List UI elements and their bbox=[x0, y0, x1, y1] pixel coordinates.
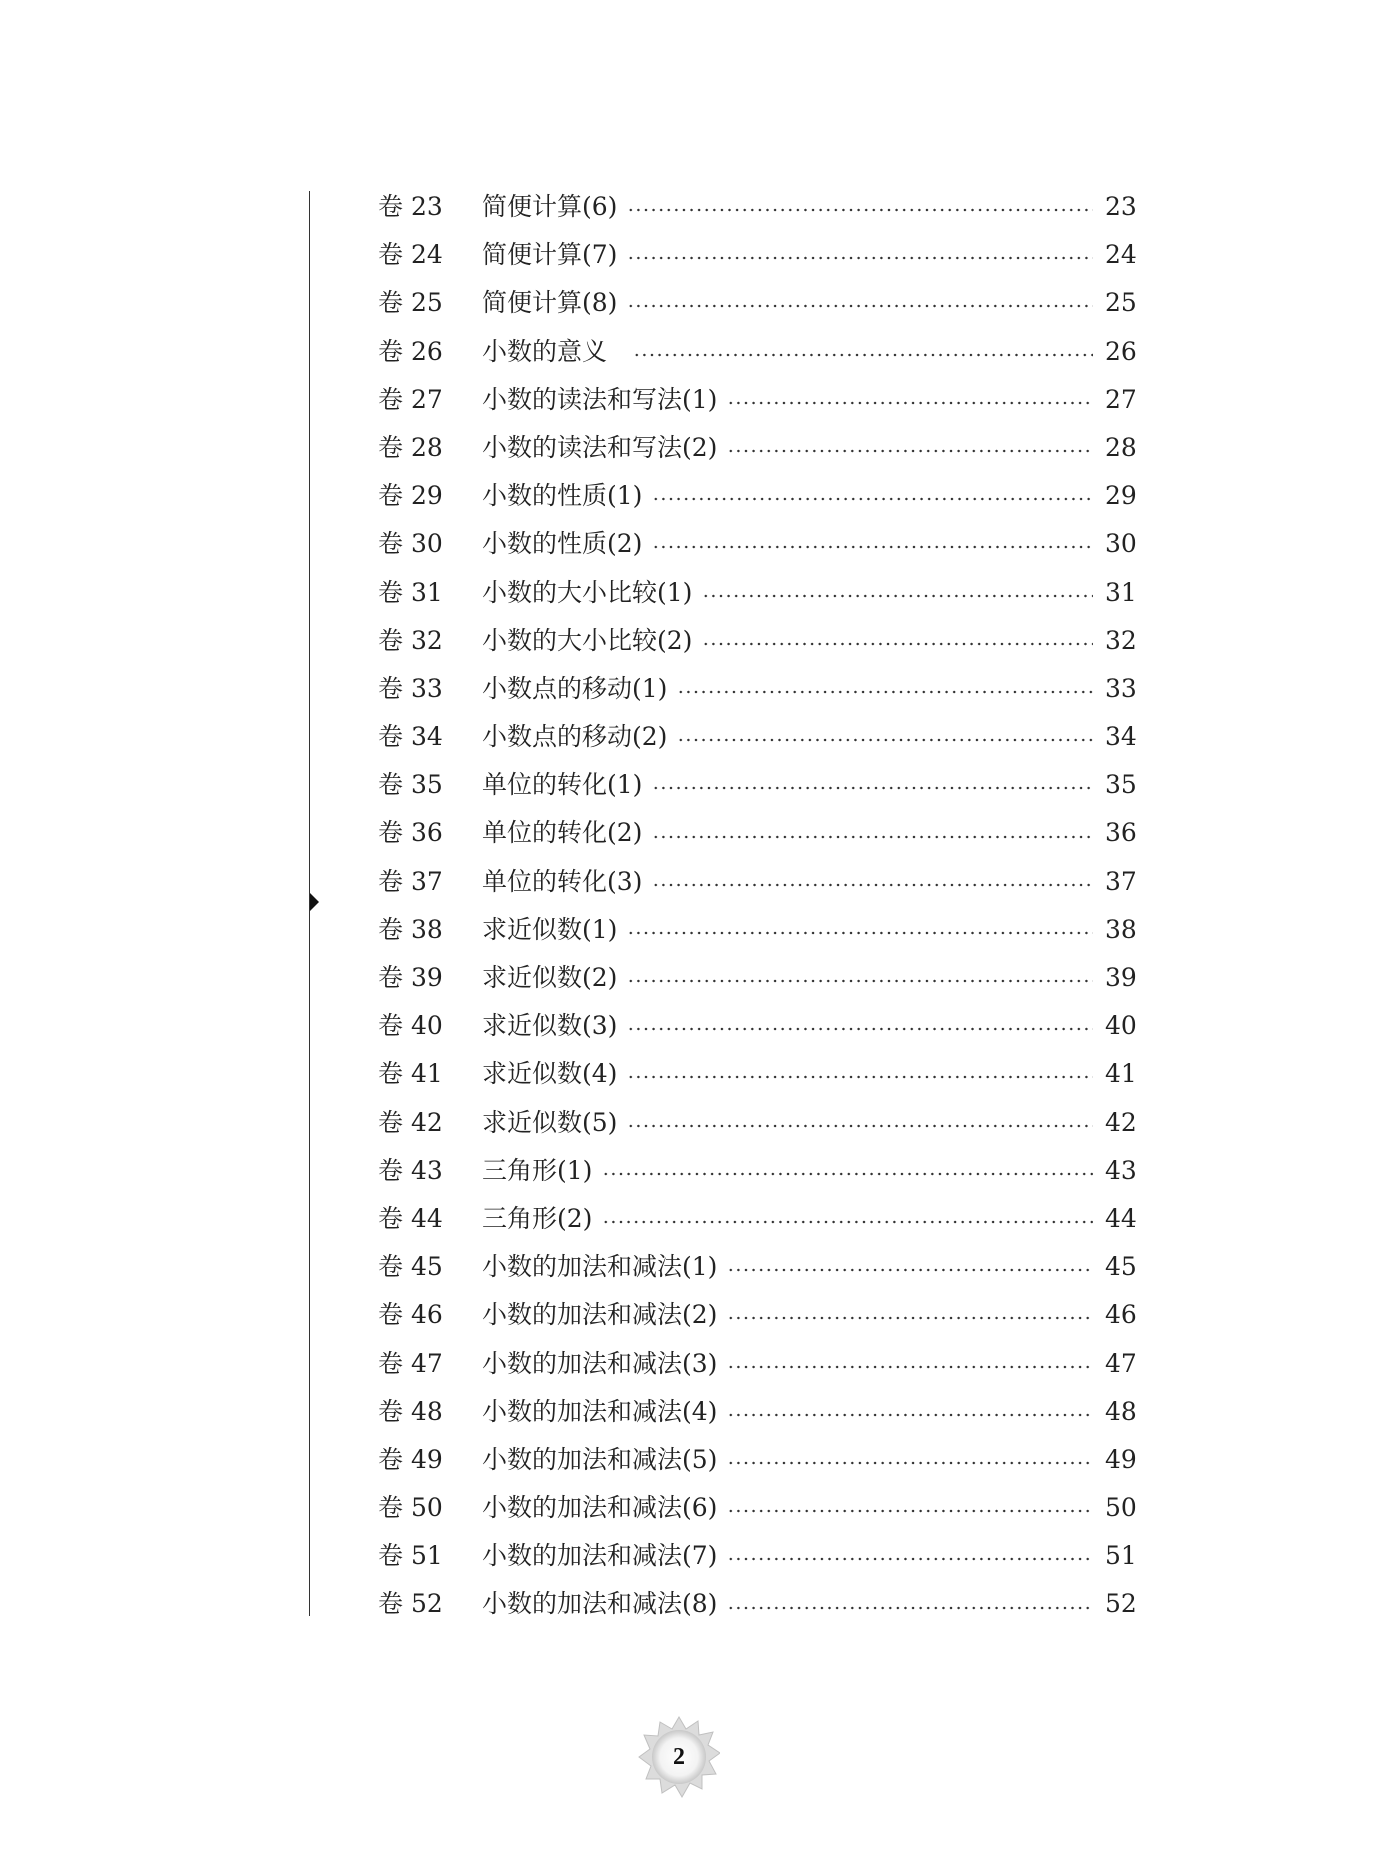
dot-leader bbox=[677, 689, 1093, 695]
entry-title: 简便计算(6) bbox=[482, 192, 618, 221]
entry-page: 46 bbox=[1105, 1300, 1137, 1330]
volume-number: 卷 49 bbox=[378, 1444, 443, 1474]
toc-entry[interactable] bbox=[378, 761, 1135, 809]
dot-leader bbox=[627, 207, 1093, 213]
entry-page: 32 bbox=[1105, 625, 1137, 655]
entry-title: 求近似数(3) bbox=[482, 1011, 618, 1041]
toc-entry[interactable] bbox=[378, 1243, 1135, 1291]
entry-title: 小数的加法和减法(3) bbox=[482, 1348, 718, 1378]
entry-page: 37 bbox=[1105, 866, 1137, 896]
volume-number: 卷 28 bbox=[378, 432, 443, 462]
dot-leader bbox=[727, 1460, 1093, 1466]
toc-entry[interactable] bbox=[378, 472, 1135, 520]
dot-leader bbox=[627, 303, 1093, 309]
toc-entry[interactable] bbox=[378, 617, 1135, 665]
toc-entry[interactable] bbox=[378, 665, 1135, 713]
volume-number: 卷 32 bbox=[378, 625, 443, 655]
toc-entry[interactable] bbox=[378, 1147, 1135, 1195]
entry-title: 小数的加法和减法(7) bbox=[482, 1541, 718, 1571]
toc-entry[interactable] bbox=[378, 1050, 1135, 1098]
volume-number: 卷 30 bbox=[378, 529, 443, 559]
dot-leader bbox=[627, 978, 1093, 984]
dot-leader bbox=[727, 448, 1093, 454]
volume-number: 卷 29 bbox=[378, 481, 443, 511]
entry-title: 小数点的移动(1) bbox=[482, 673, 668, 703]
entry-page: 35 bbox=[1105, 770, 1137, 800]
toc-entry[interactable] bbox=[378, 1195, 1135, 1243]
dot-leader bbox=[727, 1267, 1093, 1273]
dot-leader bbox=[677, 737, 1093, 743]
dot-leader bbox=[652, 496, 1093, 502]
entry-page: 47 bbox=[1105, 1348, 1137, 1378]
toc-entry[interactable] bbox=[378, 424, 1135, 472]
entry-page: 31 bbox=[1105, 577, 1137, 607]
entry-title: 求近似数(4) bbox=[482, 1059, 618, 1089]
toc-entry[interactable] bbox=[378, 1532, 1135, 1580]
volume-number: 卷 26 bbox=[378, 336, 443, 366]
entry-page: 39 bbox=[1105, 963, 1137, 992]
volume-number: 卷 51 bbox=[378, 1541, 443, 1571]
dot-leader bbox=[652, 544, 1093, 550]
entry-page: 34 bbox=[1105, 722, 1137, 752]
dot-leader bbox=[602, 1219, 1093, 1225]
entry-page: 26 bbox=[1105, 336, 1137, 366]
dot-leader bbox=[727, 1364, 1093, 1370]
toc-entry[interactable] bbox=[378, 328, 1135, 376]
entry-page: 33 bbox=[1105, 673, 1137, 703]
entry-title: 求近似数(2) bbox=[482, 963, 618, 992]
entry-page: 48 bbox=[1105, 1396, 1137, 1426]
volume-number: 卷 45 bbox=[378, 1252, 443, 1282]
toc-entry[interactable] bbox=[378, 858, 1135, 906]
dot-leader bbox=[652, 882, 1093, 888]
toc-entry[interactable] bbox=[378, 954, 1135, 1002]
entry-title: 求近似数(5) bbox=[482, 1107, 618, 1137]
entry-title: 简便计算(8) bbox=[482, 288, 618, 318]
entry-title: 小数的大小比较(1) bbox=[482, 577, 693, 607]
volume-number: 卷 40 bbox=[378, 1011, 443, 1041]
entry-page: 24 bbox=[1105, 240, 1137, 270]
dot-leader bbox=[727, 1556, 1093, 1562]
entry-title: 小数的读法和写法(2) bbox=[482, 432, 718, 462]
entry-page: 38 bbox=[1105, 914, 1137, 944]
entry-page: 36 bbox=[1105, 818, 1137, 848]
volume-number: 卷 27 bbox=[378, 384, 443, 414]
dot-leader bbox=[727, 1605, 1093, 1611]
toc-entry[interactable] bbox=[378, 376, 1135, 424]
toc-entry[interactable] bbox=[378, 183, 1135, 231]
volume-number: 卷 42 bbox=[378, 1107, 443, 1137]
toc-entry[interactable] bbox=[378, 1388, 1135, 1436]
entry-title: 小数的大小比较(2) bbox=[482, 625, 693, 655]
volume-number: 卷 34 bbox=[378, 722, 443, 752]
entry-page: 40 bbox=[1105, 1011, 1137, 1041]
entry-title: 小数的性质(2) bbox=[482, 529, 643, 559]
toc-entry[interactable] bbox=[378, 1436, 1135, 1484]
volume-number: 卷 36 bbox=[378, 818, 443, 848]
entry-title: 小数的加法和减法(4) bbox=[482, 1396, 718, 1426]
entry-title: 小数的加法和减法(5) bbox=[482, 1444, 718, 1474]
entry-page: 52 bbox=[1105, 1589, 1137, 1619]
page-number: 2 bbox=[673, 1744, 685, 1770]
entry-title: 三角形(1) bbox=[482, 1155, 593, 1185]
volume-number: 卷 31 bbox=[378, 577, 443, 607]
entry-title: 三角形(2) bbox=[482, 1203, 593, 1233]
entry-title: 小数的加法和减法(1) bbox=[482, 1252, 718, 1282]
entry-title: 简便计算(7) bbox=[482, 240, 618, 270]
volume-number: 卷 24 bbox=[378, 240, 443, 270]
entry-title: 求近似数(1) bbox=[482, 914, 618, 944]
dot-leader bbox=[702, 641, 1093, 647]
dot-leader bbox=[627, 1074, 1093, 1080]
dot-leader bbox=[727, 1315, 1093, 1321]
entry-page: 45 bbox=[1105, 1252, 1137, 1282]
dot-leader bbox=[627, 1026, 1093, 1032]
toc-entry[interactable] bbox=[378, 1291, 1135, 1339]
dot-leader bbox=[652, 834, 1093, 840]
volume-number: 卷 25 bbox=[378, 288, 443, 318]
entry-page: 23 bbox=[1105, 192, 1137, 221]
volume-number: 卷 52 bbox=[378, 1589, 443, 1619]
toc-entry[interactable] bbox=[378, 1099, 1135, 1147]
volume-number: 卷 43 bbox=[378, 1155, 443, 1185]
volume-number: 卷 35 bbox=[378, 770, 443, 800]
toc-entry[interactable] bbox=[378, 231, 1135, 279]
dot-leader bbox=[633, 352, 1093, 358]
volume-number: 卷 23 bbox=[378, 192, 443, 221]
volume-number: 卷 38 bbox=[378, 914, 443, 944]
entry-page: 41 bbox=[1105, 1059, 1137, 1089]
dot-leader bbox=[652, 785, 1093, 791]
entry-page: 29 bbox=[1105, 481, 1137, 511]
entry-page: 28 bbox=[1105, 432, 1137, 462]
dot-leader bbox=[602, 1171, 1093, 1177]
dot-leader bbox=[627, 255, 1093, 261]
entry-page: 25 bbox=[1105, 288, 1137, 318]
dot-leader bbox=[627, 930, 1093, 936]
toc-entry[interactable] bbox=[378, 1002, 1135, 1050]
volume-number: 卷 48 bbox=[378, 1396, 443, 1426]
dot-leader bbox=[727, 1508, 1093, 1514]
entry-title: 单位的转化(3) bbox=[482, 866, 643, 896]
entry-title: 小数的加法和减法(2) bbox=[482, 1300, 718, 1330]
page-number-badge bbox=[638, 1715, 720, 1799]
entry-page: 51 bbox=[1105, 1541, 1137, 1571]
entry-title: 单位的转化(1) bbox=[482, 770, 643, 800]
entry-page: 43 bbox=[1105, 1155, 1137, 1185]
entry-page: 50 bbox=[1105, 1493, 1137, 1523]
volume-number: 卷 46 bbox=[378, 1300, 443, 1330]
entry-title: 小数的加法和减法(6) bbox=[482, 1493, 718, 1523]
dot-leader bbox=[727, 1412, 1093, 1418]
entry-title: 单位的转化(2) bbox=[482, 818, 643, 848]
volume-number: 卷 44 bbox=[378, 1203, 443, 1233]
dot-leader bbox=[727, 400, 1093, 406]
toc-entry[interactable] bbox=[378, 1484, 1135, 1532]
toc-entry[interactable] bbox=[378, 1340, 1135, 1388]
toc-entry[interactable] bbox=[378, 1580, 1135, 1628]
entry-title: 小数的性质(1) bbox=[482, 481, 643, 511]
entry-page: 30 bbox=[1105, 529, 1137, 559]
toc-entry[interactable] bbox=[378, 809, 1135, 857]
toc-entry[interactable] bbox=[378, 520, 1135, 568]
volume-number: 卷 39 bbox=[378, 963, 443, 992]
triangle-marker-icon bbox=[310, 893, 319, 911]
entry-title: 小数点的移动(2) bbox=[482, 722, 668, 752]
volume-number: 卷 37 bbox=[378, 866, 443, 896]
entry-title: 小数的读法和写法(1) bbox=[482, 384, 718, 414]
volume-number: 卷 50 bbox=[378, 1493, 443, 1523]
toc-entry[interactable] bbox=[378, 279, 1135, 327]
toc-entry[interactable] bbox=[378, 569, 1135, 617]
entry-title: 小数的意义 bbox=[482, 336, 623, 366]
entry-page: 27 bbox=[1105, 384, 1137, 414]
volume-number: 卷 47 bbox=[378, 1348, 443, 1378]
entry-title: 小数的加法和减法(8) bbox=[482, 1589, 718, 1619]
entry-page: 44 bbox=[1105, 1203, 1137, 1233]
dot-leader bbox=[627, 1123, 1093, 1129]
entry-page: 42 bbox=[1105, 1107, 1137, 1137]
volume-number: 卷 41 bbox=[378, 1059, 443, 1089]
entry-page: 49 bbox=[1105, 1444, 1137, 1474]
toc-entry[interactable] bbox=[378, 906, 1135, 954]
table-of-contents bbox=[378, 183, 1135, 1629]
dot-leader bbox=[702, 593, 1093, 599]
toc-entry[interactable] bbox=[378, 713, 1135, 761]
volume-number: 卷 33 bbox=[378, 673, 443, 703]
